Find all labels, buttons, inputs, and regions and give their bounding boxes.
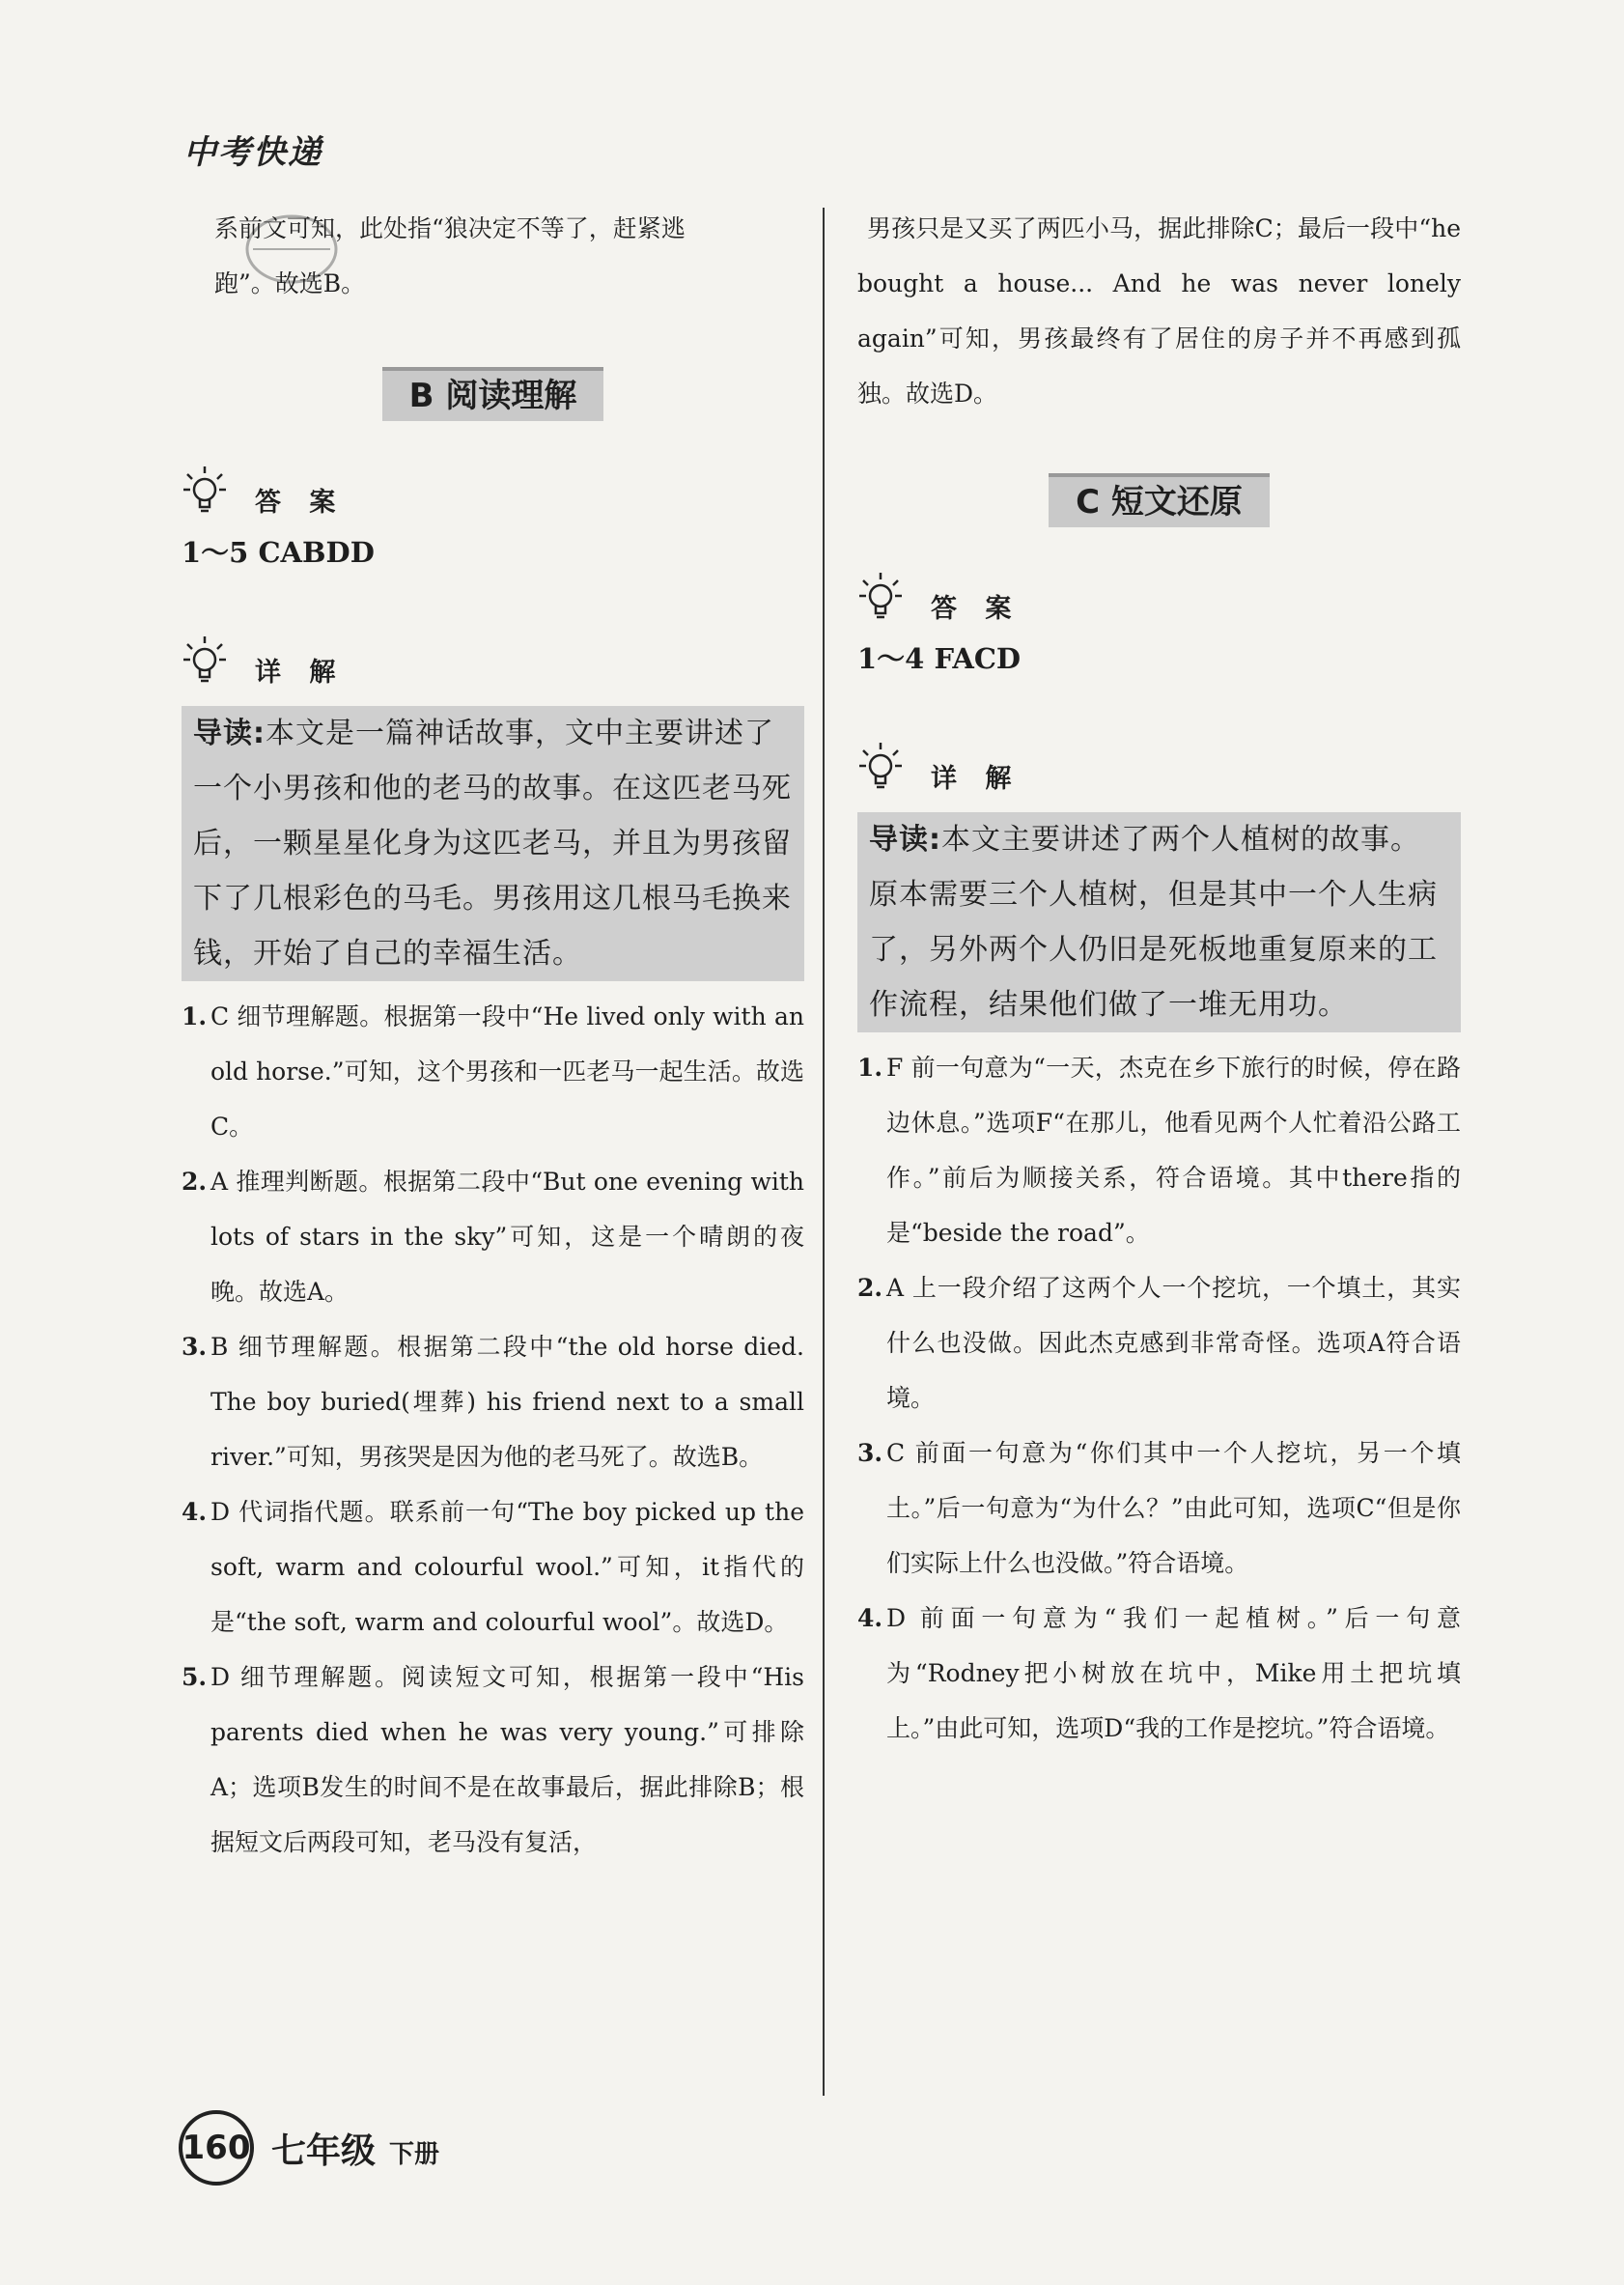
- item-number: 5.: [182, 1663, 208, 1691]
- item-text: B 细节理解题。根据第二段中“the old horse died. The boy buried(埋葬) his friend next to a small river.”可知，男孩哭是因为他的老马死了。故选B。: [210, 1333, 804, 1471]
- item-number: 3.: [857, 1439, 883, 1467]
- header-title: 中考快递: [183, 133, 322, 172]
- lightbulb-icon: [182, 633, 228, 692]
- guide-box: [857, 812, 1461, 1032]
- list-item: [182, 1484, 804, 1650]
- list-item: [182, 1319, 804, 1484]
- right-continuation: 男孩只是又买了两匹小马，据此排除C；最后一段中“he bought a house... And he was never lonely again”可知，男孩最终有了居住的房子并不再感到孤独。故选D。: [857, 214, 1461, 408]
- item-text: D 前面一句意为“我们一起植树。”后一句意为“Rodney把小树放在坑中，Mike用土把坑填上。”由此可知，选项D“我的工作是挖坑。”符合语境。: [886, 1604, 1461, 1742]
- answer-key: 1～4 FACD: [857, 642, 1022, 675]
- guide-label: 导读:: [193, 717, 266, 750]
- guide-label: 导读:: [869, 823, 941, 857]
- lightbulb-icon: [182, 463, 228, 522]
- item-number: 1.: [857, 1054, 883, 1082]
- item-number: 4.: [182, 1498, 208, 1526]
- detail-heading: [857, 731, 1461, 799]
- item-text: F 前一句意为“一天，杰克在乡下旅行的时候，停在路边休息。”选项F“在那儿，他看见两个人忙着沿公路工作。”前后为顺接关系，符合语境。其中there指的是“beside the road”。: [886, 1054, 1461, 1247]
- list-item: [182, 989, 804, 1154]
- lightbulb-icon: [857, 739, 904, 799]
- item-text: C 细节理解题。根据第一段中“He lived only with an old horse.”可知，这个男孩和一匹老马一起生活。故选C。: [210, 1002, 804, 1141]
- guide-text: 本文是一篇神话故事，文中主要讲述了一个小男孩和他的老马的故事。在这匹老马死后，一颗星星化身为这匹老马，并且为男孩留下了几根彩色的马毛。男孩用这几根马毛换来钱，开始了自己的幸福生活。: [193, 717, 792, 971]
- item-number: 4.: [857, 1604, 883, 1632]
- grade-label: 七年级: [271, 2130, 377, 2171]
- section-c-banner: C 短文还原: [1049, 473, 1270, 527]
- guide-text: 本文主要讲述了两个人植树的故事。原本需要三个人植树，但是其中一个人生病了，另外两个人仍旧是死板地重复原来的工作流程，结果他们做了一堆无用功。: [869, 823, 1438, 1022]
- detail-label: 详 解: [931, 764, 1022, 794]
- list-item: [857, 1425, 1461, 1591]
- left-continuation-2: 跑”。故选B。: [214, 269, 366, 297]
- item-text: C 前面一句意为“你们其中一个人挖坑，另一个填土。”后一句意为“为什么？”由此可知，选项C“但是你们实际上什么也没做。”符合语境。: [886, 1439, 1461, 1577]
- page-footer: [179, 2110, 439, 2186]
- detail-label: 详 解: [255, 658, 346, 688]
- answer-label: 答 案: [931, 594, 1022, 624]
- list-item: [857, 1591, 1461, 1756]
- list-item: [182, 1154, 804, 1319]
- detail-heading: [182, 625, 804, 692]
- list-item: [857, 1260, 1461, 1425]
- answer-heading: [857, 561, 1461, 629]
- left-continuation-1: 系前文可知，此处指“狼决定不等了，赶紧逃: [214, 214, 686, 242]
- item-number: 1.: [182, 1002, 208, 1030]
- column-divider: [823, 208, 825, 2096]
- item-number: 2.: [857, 1274, 883, 1302]
- answer-label: 答 案: [255, 488, 346, 518]
- left-column: [182, 201, 804, 1870]
- item-text: D 细节理解题。阅读短文可知，根据第一段中“His parents died when he was very young.”可排除A；选项B发生的时间不是在故事最后，据此排除B；根据短文后两段可知，老马没有复活，: [210, 1663, 804, 1856]
- item-number: 3.: [182, 1333, 208, 1361]
- section-b-banner: B 阅读理解: [382, 367, 604, 421]
- page-number: 160: [179, 2110, 254, 2186]
- item-text: D 代词指代题。联系前一句“The boy picked up the soft, warm and colourful wool.”可知，it指代的是“the soft, warm and colourful wool”。故选D。: [210, 1498, 804, 1636]
- guide-box: [182, 706, 804, 981]
- volume-label: 下册: [389, 2139, 440, 2169]
- item-number: 2.: [182, 1168, 208, 1196]
- list-item: [182, 1650, 804, 1870]
- answer-heading: [182, 455, 804, 522]
- answer-key: 1～5 CABDD: [182, 536, 375, 569]
- item-text: A 上一段介绍了这两个人一个挖坑，一个填土，其实什么也没做。因此杰克感到非常奇怪。选项A符合语境。: [886, 1274, 1461, 1412]
- list-item: [857, 1040, 1461, 1260]
- right-column: [857, 201, 1461, 1756]
- lightbulb-icon: [857, 569, 904, 629]
- item-text: A 推理判断题。根据第二段中“But one evening with lots of stars in the sky”可知，这是一个晴朗的夜晚。故选A。: [210, 1168, 804, 1306]
